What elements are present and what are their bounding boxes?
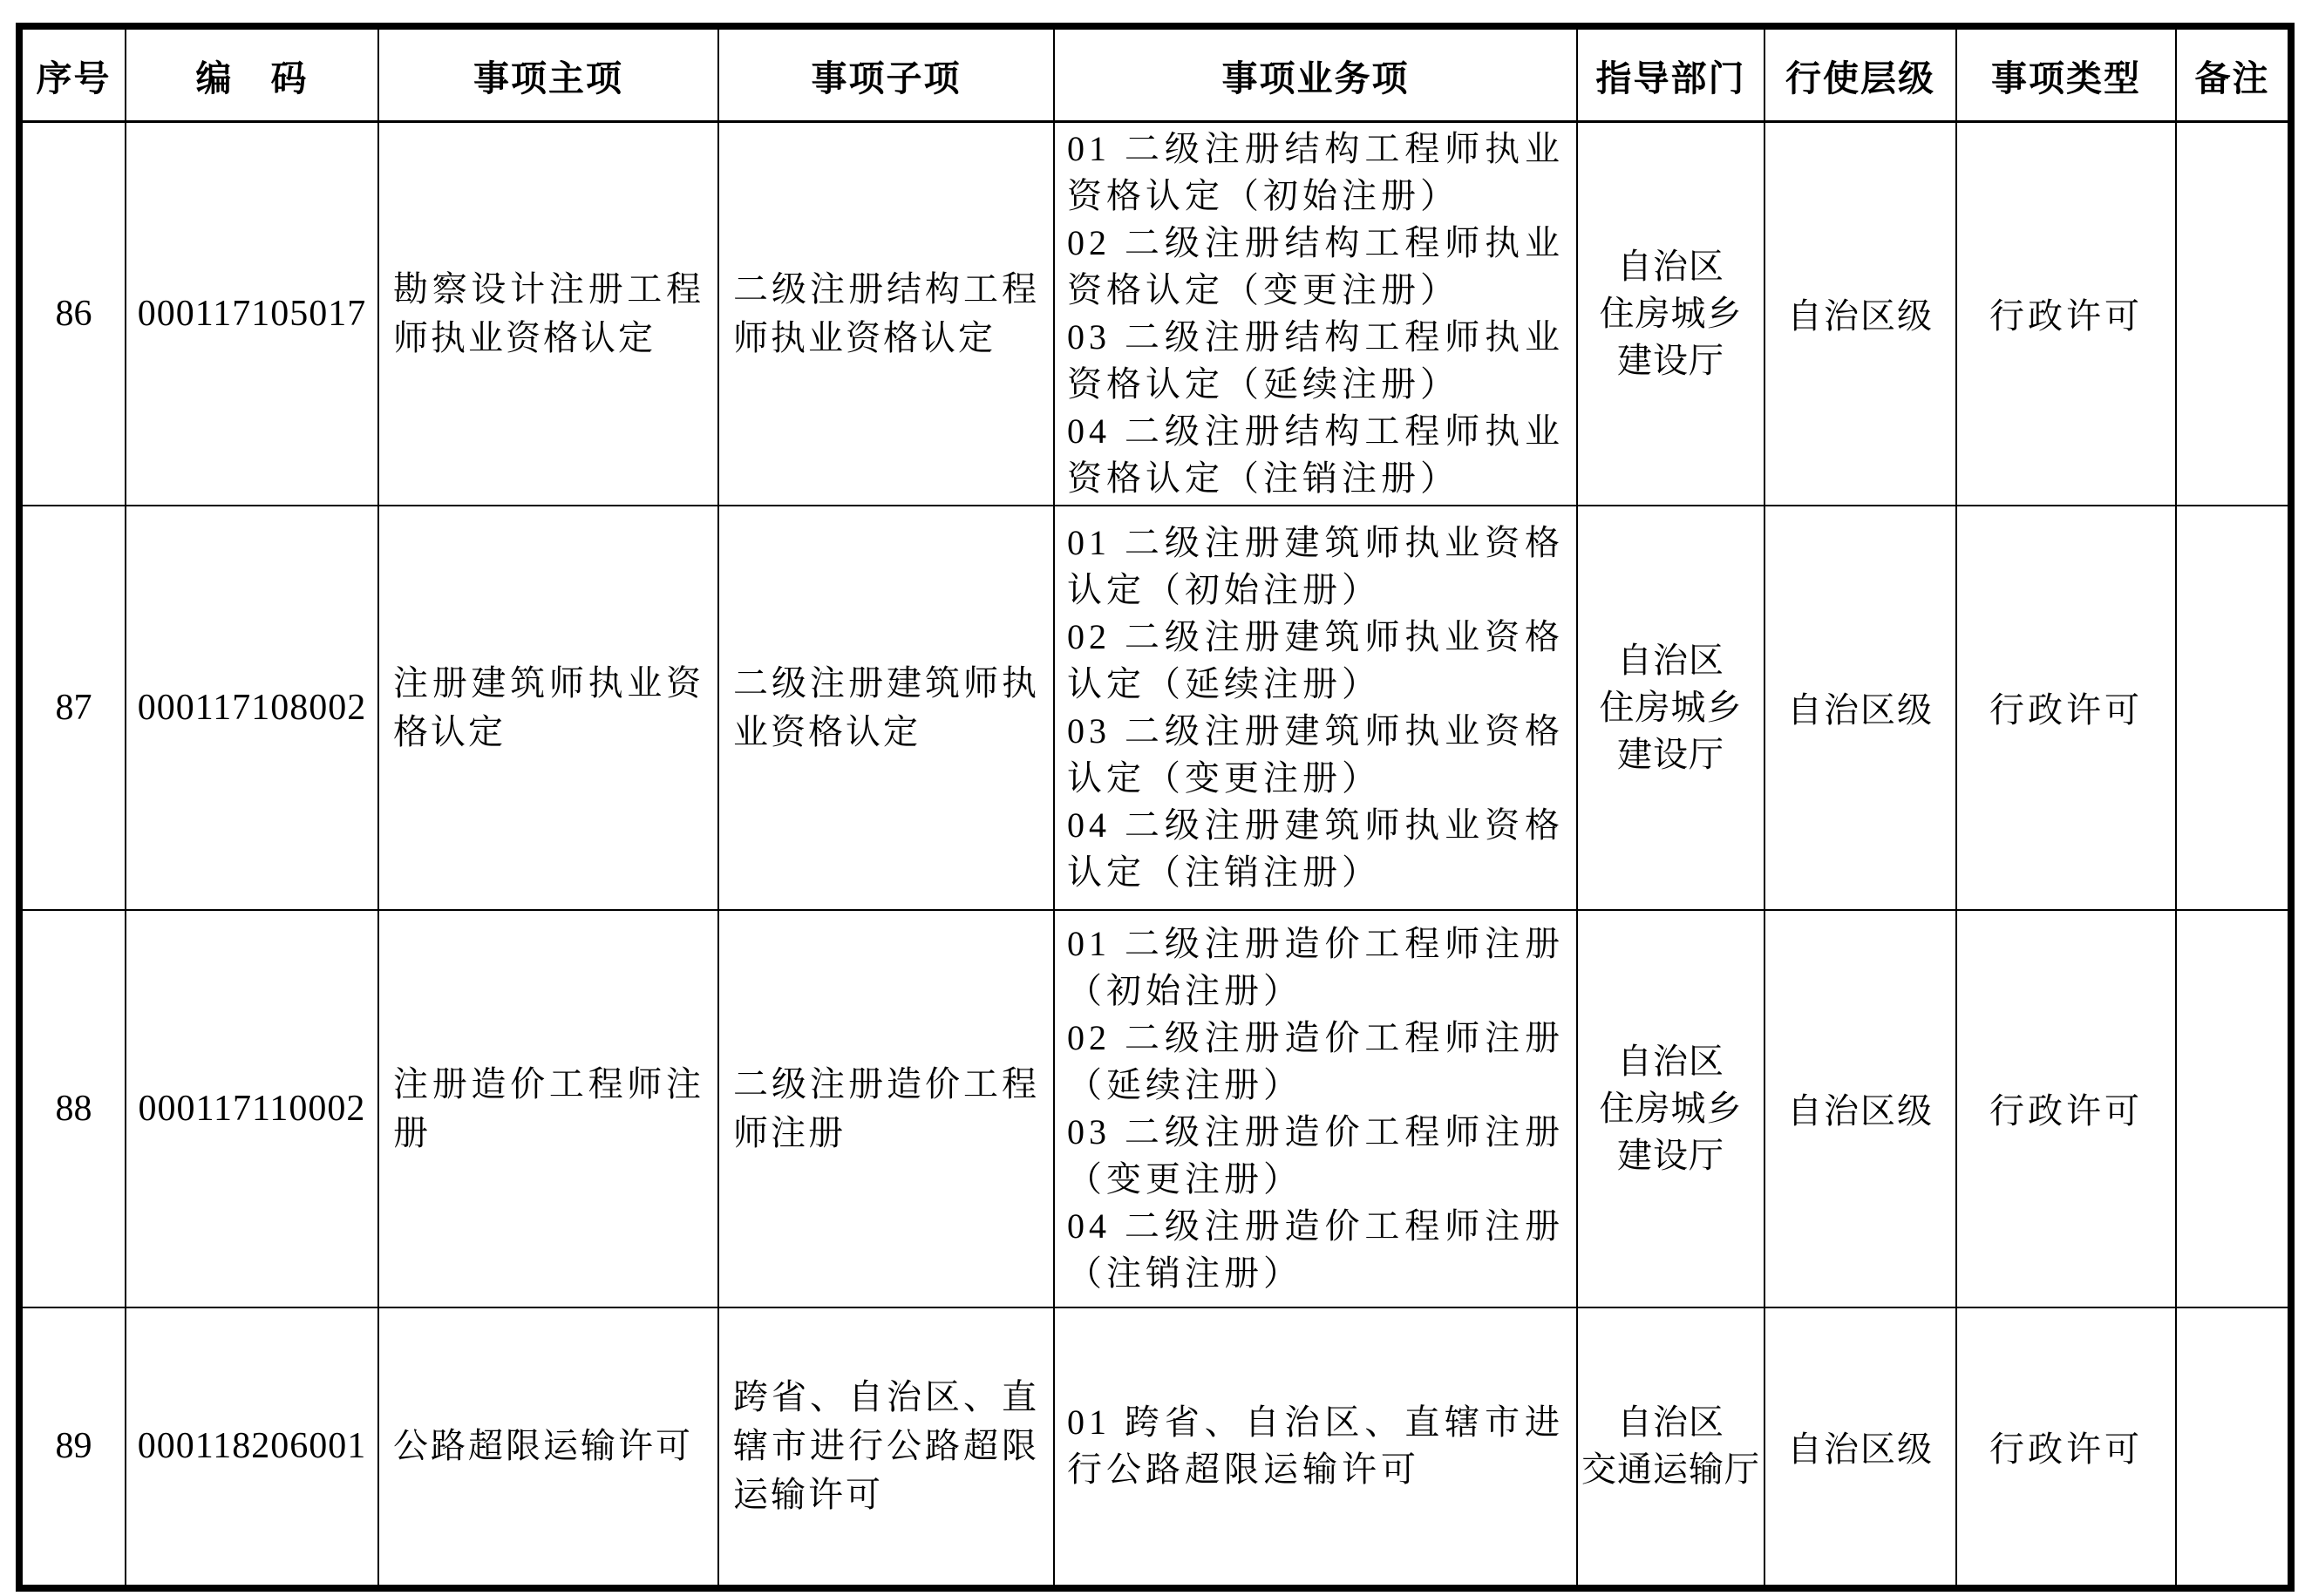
cell-item-type: 行政许可 (1956, 1307, 2176, 1588)
table-row (19, 1307, 2291, 1588)
header-remarks: 备注 (2176, 26, 2291, 122)
business-item: 03 二级注册造价工程师注册（变更注册） (1067, 1111, 1564, 1199)
cell-remarks (2176, 506, 2291, 910)
cell-exercise-level: 自治区级 (1764, 506, 1956, 910)
cell-business-items (1054, 506, 1577, 910)
cell-item-type: 行政许可 (1956, 910, 2176, 1307)
cell-exercise-level: 自治区级 (1764, 122, 1956, 506)
business-item: 01 二级注册结构工程师执业资格认定（初始注册） (1067, 128, 1564, 215)
header-main-item: 事项主项 (378, 26, 718, 122)
table-row (19, 122, 2291, 506)
cell-seq: 89 (19, 1307, 126, 1588)
header-sub-item: 事项子项 (718, 26, 1054, 122)
cell-code: 000118206001 (126, 1307, 378, 1588)
cell-remarks (2176, 122, 2291, 506)
header-guiding-department: 指导部门 (1577, 26, 1764, 122)
cell-business-items (1054, 910, 1577, 1307)
business-item: 03 二级注册结构工程师执业资格认定（延续注册） (1067, 316, 1564, 404)
business-item-list (1067, 1399, 1564, 1493)
cell-main-item: 勘察设计注册工程师执业资格认定 (378, 122, 718, 506)
business-item: 02 二级注册建筑师执业资格认定（延续注册） (1067, 616, 1564, 703)
cell-code: 000117105017 (126, 122, 378, 506)
cell-main-item: 注册建筑师执业资格认定 (378, 506, 718, 910)
header-seq: 序号 (19, 26, 126, 122)
cell-guiding-department: 自治区 住房城乡 建设厅 (1577, 506, 1764, 910)
cell-item-type: 行政许可 (1956, 506, 2176, 910)
cell-business-items (1054, 1307, 1577, 1588)
cell-seq: 88 (19, 910, 126, 1307)
cell-remarks (2176, 1307, 2291, 1588)
document-page (16, 23, 2288, 1592)
cell-main-item: 注册造价工程师注册 (378, 910, 718, 1307)
table-row (19, 506, 2291, 910)
cell-seq: 86 (19, 122, 126, 506)
cell-sub-item: 二级注册造价工程师注册 (718, 910, 1054, 1307)
cell-business-items (1054, 122, 1577, 506)
header-exercise-level: 行使层级 (1764, 26, 1956, 122)
admin-items-table (16, 23, 2295, 1592)
cell-exercise-level: 自治区级 (1764, 1307, 1956, 1588)
cell-guiding-department: 自治区 住房城乡 建设厅 (1577, 122, 1764, 506)
business-item-list (1067, 920, 1564, 1297)
cell-code: 000117108002 (126, 506, 378, 910)
cell-code: 000117110002 (126, 910, 378, 1307)
cell-remarks (2176, 910, 2291, 1307)
business-item: 04 二级注册结构工程师执业资格认定（注销注册） (1067, 411, 1564, 498)
header-item-type: 事项类型 (1956, 26, 2176, 122)
table-row (19, 910, 2291, 1307)
header-code: 编 码 (126, 26, 378, 122)
business-item: 01 跨省、自治区、直辖市进行公路超限运输许可 (1067, 1402, 1564, 1489)
business-item-list (1067, 126, 1564, 502)
business-item: 03 二级注册建筑师执业资格认定（变更注册） (1067, 710, 1564, 798)
business-item: 04 二级注册造价工程师注册（注销注册） (1067, 1205, 1564, 1293)
header-row (19, 26, 2291, 122)
cell-sub-item: 二级注册建筑师执业资格认定 (718, 506, 1054, 910)
business-item: 04 二级注册建筑师执业资格认定（注销注册） (1067, 805, 1564, 892)
business-item: 01 二级注册建筑师执业资格认定（初始注册） (1067, 522, 1564, 609)
cell-main-item: 公路超限运输许可 (378, 1307, 718, 1588)
cell-guiding-department: 自治区 交通运输厅 (1577, 1307, 1764, 1588)
business-item: 01 二级注册造价工程师注册（初始注册） (1067, 923, 1564, 1010)
business-item: 02 二级注册结构工程师执业资格认定（变更注册） (1067, 222, 1564, 309)
cell-sub-item: 跨省、自治区、直辖市进行公路超限运输许可 (718, 1307, 1054, 1588)
cell-item-type: 行政许可 (1956, 122, 2176, 506)
cell-seq: 87 (19, 506, 126, 910)
header-business-item: 事项业务项 (1054, 26, 1577, 122)
cell-exercise-level: 自治区级 (1764, 910, 1956, 1307)
cell-sub-item: 二级注册结构工程师执业资格认定 (718, 122, 1054, 506)
business-item-list (1067, 520, 1564, 896)
cell-guiding-department: 自治区 住房城乡 建设厅 (1577, 910, 1764, 1307)
business-item: 02 二级注册造价工程师注册（延续注册） (1067, 1017, 1564, 1104)
